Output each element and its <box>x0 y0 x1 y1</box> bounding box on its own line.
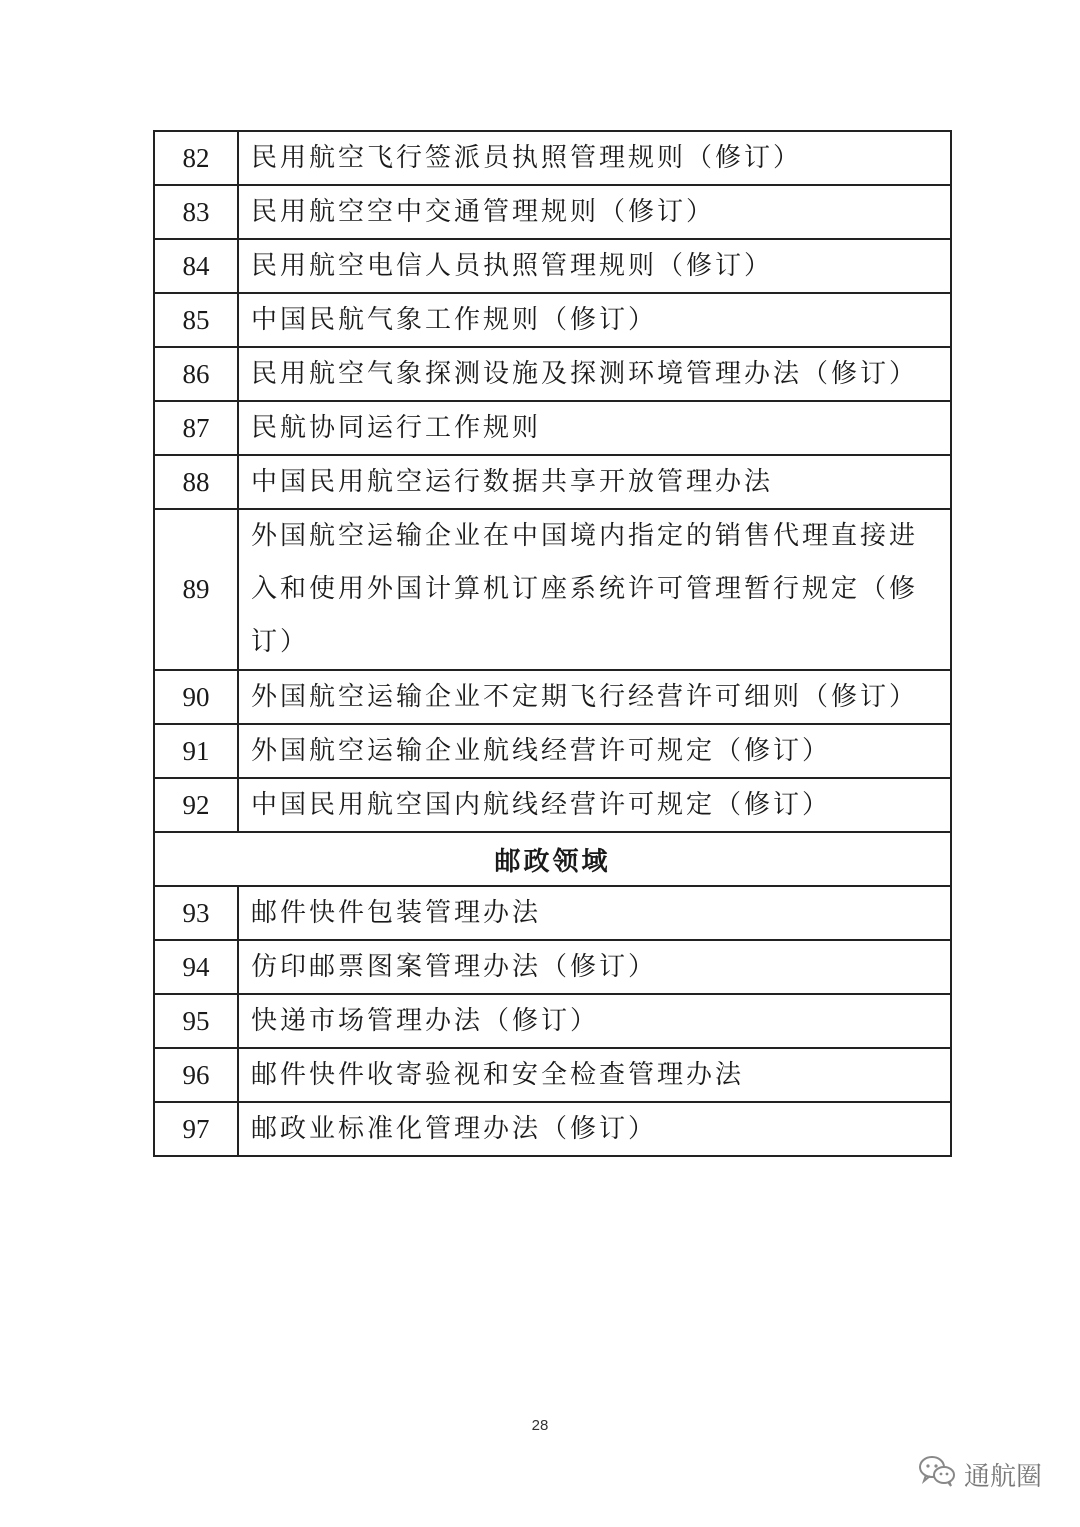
row-title: 邮政业标准化管理办法（修订） <box>238 1102 951 1156</box>
row-number: 84 <box>154 239 238 293</box>
regulation-table <box>153 130 952 1157</box>
row-title: 民用航空空中交通管理规则（修订） <box>238 185 951 239</box>
row-title: 民用航空飞行签派员执照管理规则（修订） <box>238 131 951 185</box>
row-title: 外国航空运输企业在中国境内指定的销售代理直接进入和使用外国计算机订座系统许可管理暂行规定（修订） <box>238 509 951 670</box>
row-title: 民航协同运行工作规则 <box>238 401 951 455</box>
row-title: 邮件快件收寄验视和安全检查管理办法 <box>238 1048 951 1102</box>
row-number: 88 <box>154 455 238 509</box>
table-row <box>154 886 951 940</box>
table-row <box>154 670 951 724</box>
row-title: 外国航空运输企业不定期飞行经营许可细则（修订） <box>238 670 951 724</box>
table-row <box>154 509 951 670</box>
row-number: 94 <box>154 940 238 994</box>
table-row <box>154 239 951 293</box>
wechat-icon <box>918 1455 956 1494</box>
row-number: 82 <box>154 131 238 185</box>
table-row <box>154 940 951 994</box>
row-number: 87 <box>154 401 238 455</box>
table-row <box>154 347 951 401</box>
table-row <box>154 185 951 239</box>
row-number: 89 <box>154 509 238 670</box>
table-row <box>154 778 951 832</box>
row-number: 96 <box>154 1048 238 1102</box>
row-title: 民用航空气象探测设施及探测环境管理办法（修订） <box>238 347 951 401</box>
row-number: 97 <box>154 1102 238 1156</box>
row-number: 83 <box>154 185 238 239</box>
row-number: 92 <box>154 778 238 832</box>
section-header-row <box>154 832 951 886</box>
table-row <box>154 401 951 455</box>
row-number: 95 <box>154 994 238 1048</box>
table-row <box>154 994 951 1048</box>
watermark-text: 通航圈 <box>963 1462 1042 1492</box>
row-number: 91 <box>154 724 238 778</box>
page-number: 28 <box>531 1417 549 1434</box>
watermark <box>918 1455 1042 1494</box>
row-number: 86 <box>154 347 238 401</box>
row-title: 外国航空运输企业航线经营许可规定（修订） <box>238 724 951 778</box>
row-title: 仿印邮票图案管理办法（修订） <box>238 940 951 994</box>
row-title: 中国民用航空国内航线经营许可规定（修订） <box>238 778 951 832</box>
row-title: 邮件快件包装管理办法 <box>238 886 951 940</box>
row-title: 中国民用航空运行数据共享开放管理办法 <box>238 455 951 509</box>
table-row <box>154 1048 951 1102</box>
row-title: 民用航空电信人员执照管理规则（修订） <box>238 239 951 293</box>
table-row <box>154 293 951 347</box>
row-number: 85 <box>154 293 238 347</box>
table-row <box>154 455 951 509</box>
table-row <box>154 1102 951 1156</box>
table-row <box>154 724 951 778</box>
table-row <box>154 131 951 185</box>
row-title: 快递市场管理办法（修订） <box>238 994 951 1048</box>
row-number: 90 <box>154 670 238 724</box>
row-title: 中国民航气象工作规则（修订） <box>238 293 951 347</box>
section-title: 邮政领域 <box>154 832 951 886</box>
row-number: 93 <box>154 886 238 940</box>
